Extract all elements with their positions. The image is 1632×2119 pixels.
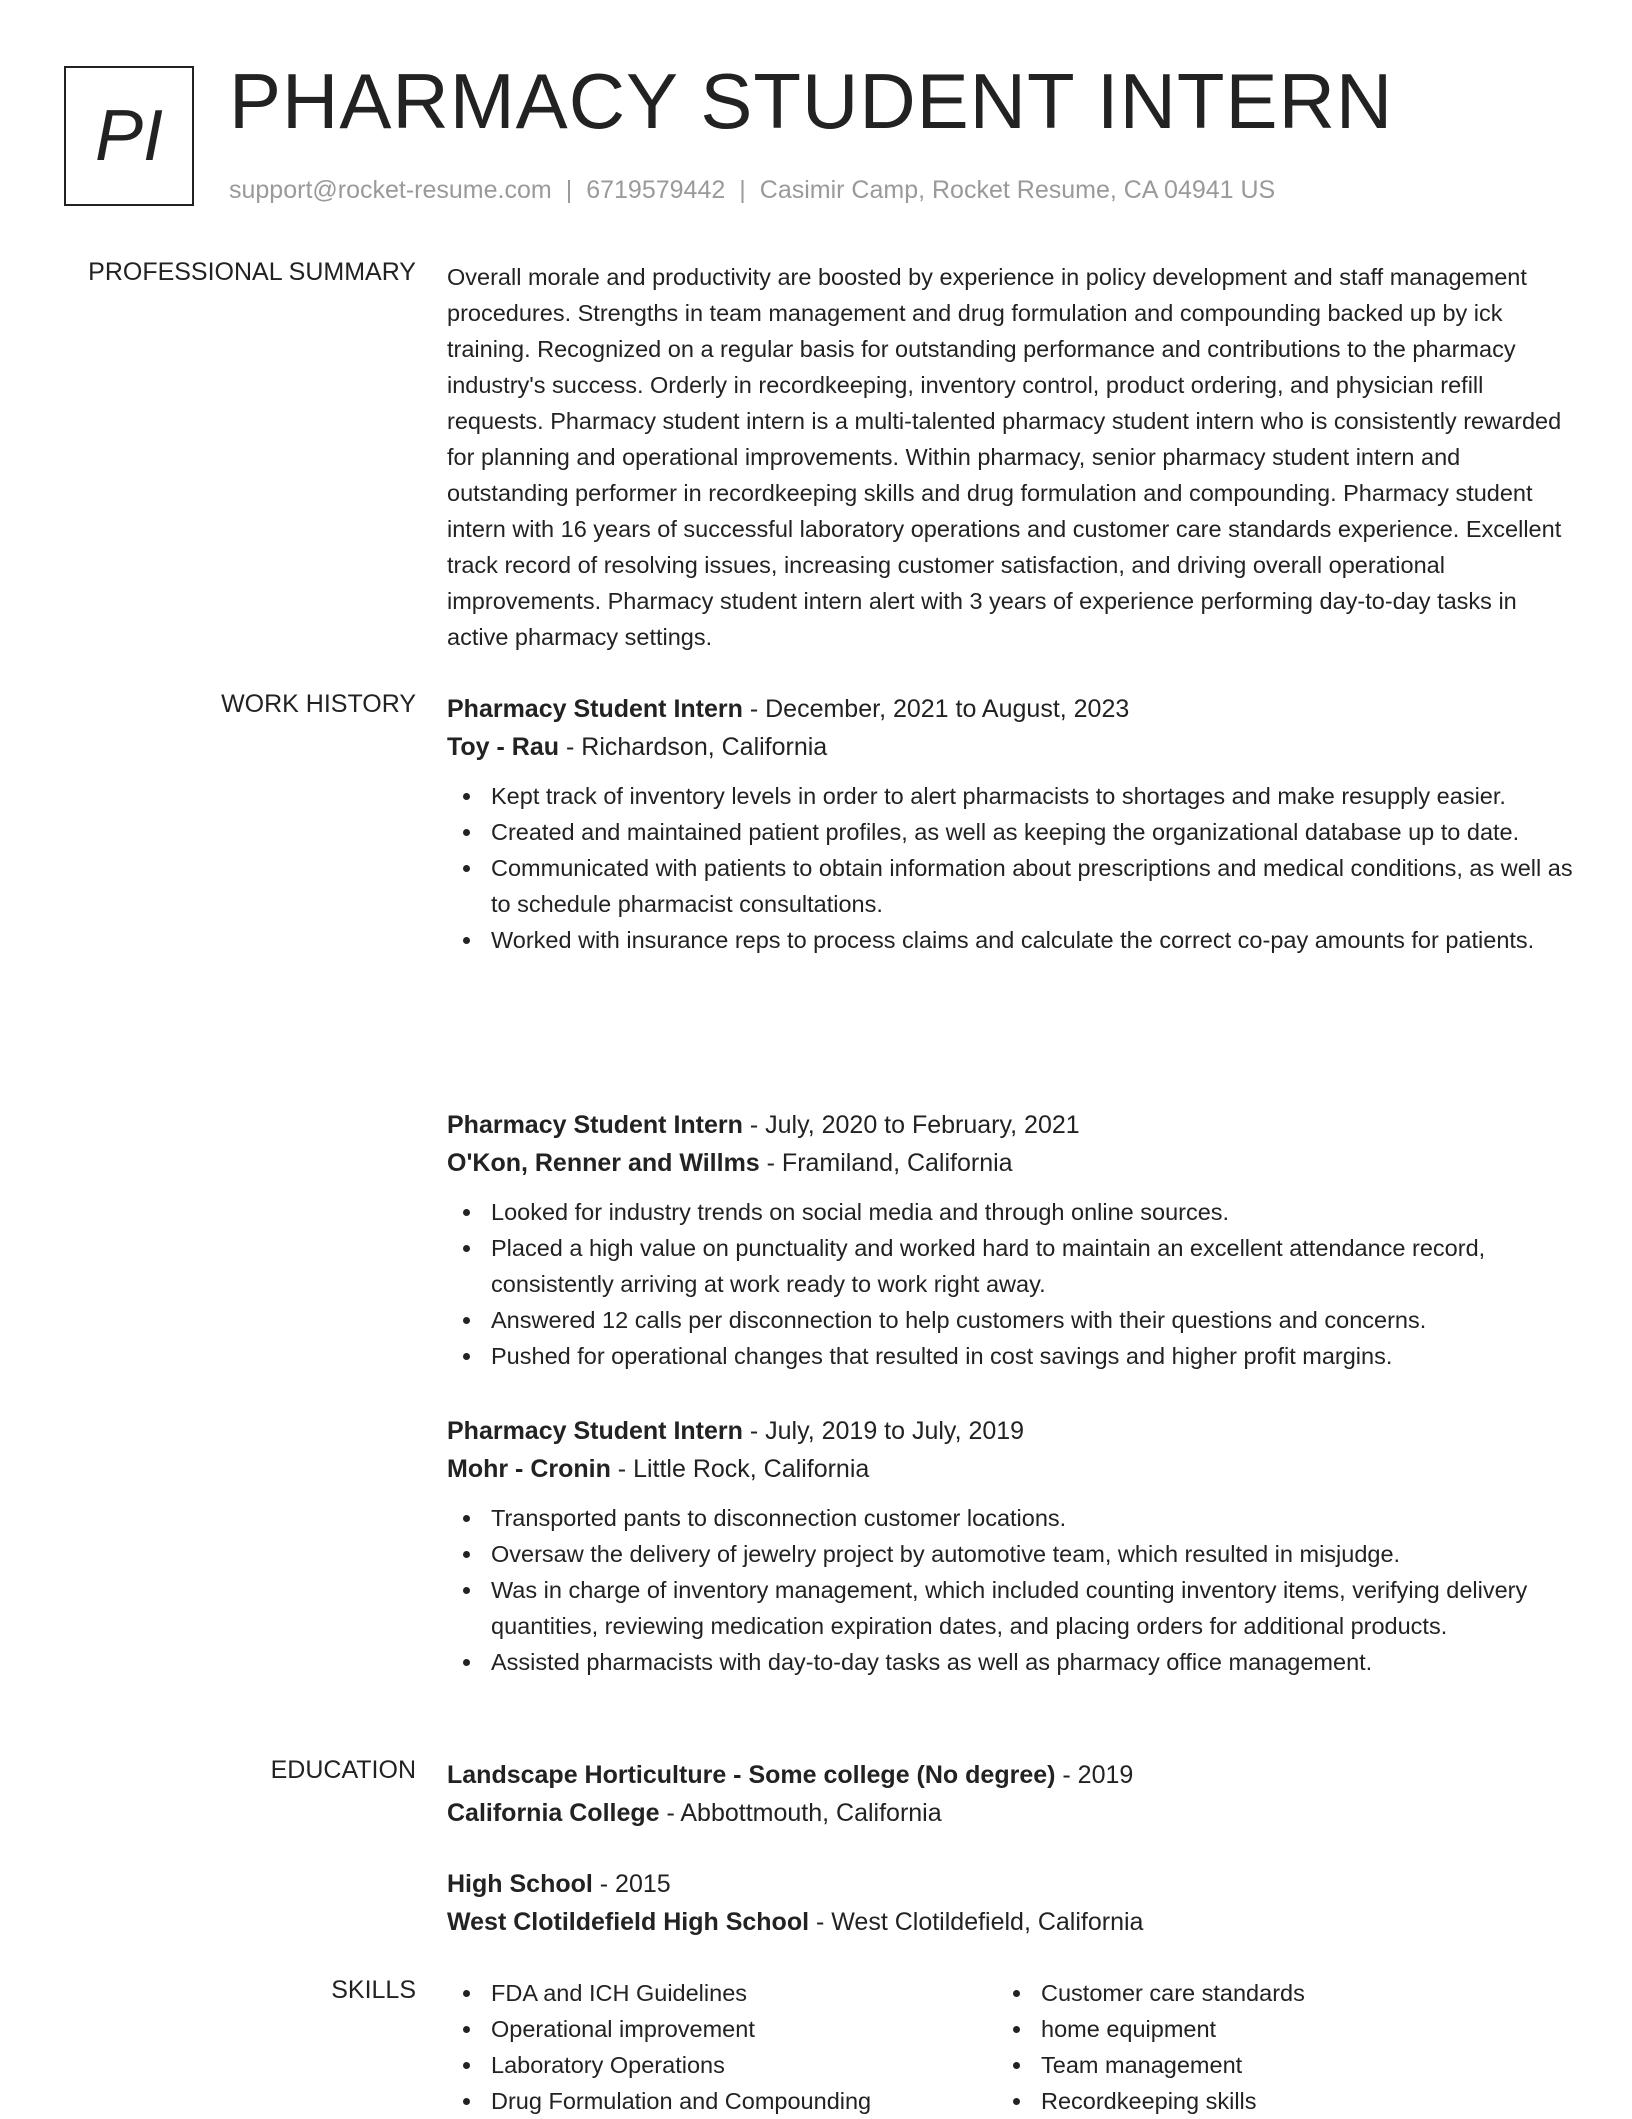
degree-line — [447, 1756, 1577, 1794]
monogram-initials: PI — [94, 96, 164, 176]
list-item: Was in charge of inventory management, which included counting inventory items, verifying delivery quantities, reviewing medication expiration dates, and placing orders for additional products. — [447, 1572, 1577, 1644]
list-item: Assisted pharmacists with day-to-day tasks as well as pharmacy office management. — [447, 1644, 1577, 1680]
contact-line — [229, 176, 1275, 205]
degree-year: - 2019 — [1055, 1761, 1134, 1789]
list-item: Answered 12 calls per disconnection to help customers with their questions and concerns. — [447, 1302, 1577, 1338]
list-item: Looked for industry trends on social media and through online sources. — [447, 1194, 1577, 1230]
job-dates: - July, 2019 to July, 2019 — [742, 1417, 1025, 1445]
job-title-line — [447, 1106, 1577, 1144]
job-bullets — [447, 1500, 1577, 1680]
summary-section — [447, 259, 1577, 655]
company-location: - Richardson, California — [559, 733, 828, 761]
skill-item: FDA and ICH Guidelines — [447, 1975, 997, 2011]
skills-section — [447, 1975, 1577, 2119]
contact-address: Casimir Camp, Rocket Resume, CA 04941 US — [759, 176, 1276, 204]
company-name: Mohr - Cronin — [447, 1455, 611, 1483]
contact-phone[interactable]: 6719579442 — [586, 176, 726, 204]
skills-column-left — [447, 1975, 997, 2119]
school-location: - West Clotildefield, California — [809, 1908, 1144, 1936]
contact-email[interactable]: support@rocket-resume.com — [229, 176, 552, 204]
school-line — [447, 1794, 1577, 1832]
education-entry — [447, 1865, 1577, 1941]
skills-column-right — [997, 1975, 1547, 2119]
work-entry — [447, 690, 1577, 958]
job-dates: - July, 2020 to February, 2021 — [742, 1111, 1080, 1139]
list-item: Transported pants to disconnection customer locations. — [447, 1500, 1577, 1536]
company-name: O'Kon, Renner and Willms — [447, 1149, 760, 1177]
section-label-skills: SKILLS — [331, 1976, 416, 2004]
list-item: Pushed for operational changes that resulted in cost savings and higher profit margins. — [447, 1338, 1577, 1374]
skill-item: Operational improvement — [447, 2011, 997, 2047]
skill-item: Laboratory Operations — [447, 2047, 997, 2083]
section-label-summary: PROFESSIONAL SUMMARY — [88, 258, 416, 286]
section-label-work: WORK HISTORY — [221, 690, 416, 718]
summary-text: Overall morale and productivity are boosted by experience in policy development and staff management procedures. Strengths in team management and drug formulation and compounding backed up by ick training. Recognized on a regular basis for outstanding performance and contributions to the pharmacy industry's success. Orderly in recordkeeping, inventory control, product ordering, and physician refill requests. Pharmacy student intern is a multi-talented pharmacy student intern who is consistently rewarded for planning and operational improvements. Within pharmacy, senior pharmacy student intern and outstanding performer in recordkeeping skills and drug formulation and compounding. Pharmacy student intern with 16 years of successful laboratory operations and customer care standards experience. Excellent track record of resolving issues, increasing customer satisfaction, and driving overall operational improvements. Pharmacy student intern alert with 3 years of experience performing day-to-day tasks in active pharmacy settings. — [447, 264, 1562, 650]
work-entry — [447, 1412, 1577, 1680]
list-item: Communicated with patients to obtain information about prescriptions and medical conditions, as well as to schedule pharmacist consultations. — [447, 850, 1577, 922]
list-item: Created and maintained patient profiles, as well as keeping the organizational database up to date. — [447, 814, 1577, 850]
job-title: Pharmacy Student Intern — [447, 695, 743, 723]
list-item: Kept track of inventory levels in order to alert pharmacists to shortages and make resupply easier. — [447, 778, 1577, 814]
company-location: - Framiland, California — [759, 1149, 1013, 1177]
company-line — [447, 1450, 1577, 1488]
skill-item: Customer care standards — [997, 1975, 1547, 2011]
section-label-education: EDUCATION — [270, 1756, 416, 1784]
skill-item: home equipment — [997, 2011, 1547, 2047]
company-line — [447, 728, 1577, 766]
monogram-box — [64, 66, 194, 206]
school-name: West Clotildefield High School — [447, 1908, 810, 1936]
job-dates: - December, 2021 to August, 2023 — [742, 695, 1130, 723]
contact-separator: | — [565, 176, 573, 204]
school-location: - Abbottmouth, California — [659, 1799, 942, 1827]
degree: Landscape Horticulture - Some college (No degree) — [447, 1761, 1056, 1789]
job-title: Pharmacy Student Intern — [447, 1417, 743, 1445]
job-title: Pharmacy Student Intern — [447, 1111, 743, 1139]
company-line — [447, 1144, 1577, 1182]
contact-separator: | — [739, 176, 746, 204]
job-title-line — [447, 1412, 1577, 1450]
list-item: Worked with insurance reps to process claims and calculate the correct co-pay amounts for patients. — [447, 922, 1577, 958]
degree: High School — [447, 1870, 593, 1898]
degree-year: - 2015 — [592, 1870, 671, 1898]
job-title-line — [447, 690, 1577, 728]
work-entry — [447, 1106, 1577, 1374]
resume-title: PHARMACY STUDENT INTERN — [229, 57, 1394, 145]
job-bullets — [447, 778, 1577, 958]
skill-item: Drug Formulation and Compounding — [447, 2083, 997, 2119]
skill-item: Recordkeeping skills — [997, 2083, 1547, 2119]
company-location: - Little Rock, California — [610, 1455, 870, 1483]
school-name: California College — [447, 1799, 660, 1827]
education-entry — [447, 1756, 1577, 1832]
skills-grid — [447, 1975, 1577, 2119]
list-item: Oversaw the delivery of jewelry project by automotive team, which resulted in misjudge. — [447, 1536, 1577, 1572]
company-name: Toy - Rau — [447, 733, 560, 761]
job-bullets — [447, 1194, 1577, 1374]
school-line — [447, 1903, 1577, 1941]
list-item: Placed a high value on punctuality and worked hard to maintain an excellent attendance record, consistently arriving at work ready to work right away. — [447, 1230, 1577, 1302]
skill-item: Team management — [997, 2047, 1547, 2083]
degree-line — [447, 1865, 1577, 1903]
